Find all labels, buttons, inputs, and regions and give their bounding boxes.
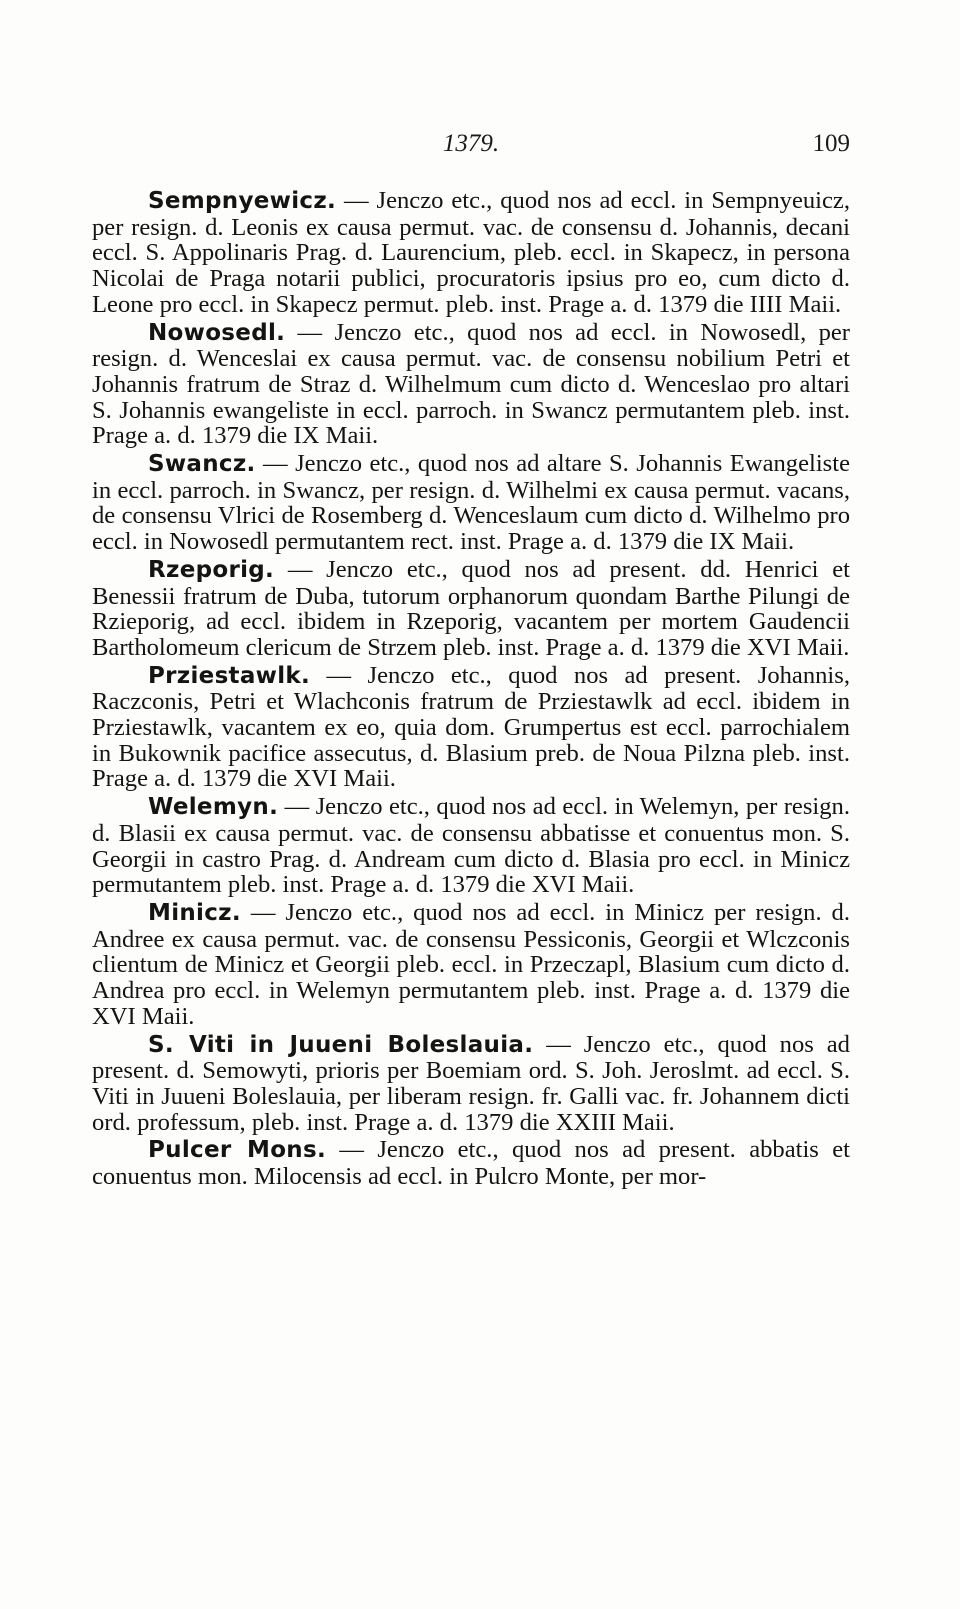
header-year: 1379. [442, 130, 500, 157]
entry-heading: Pulcer Mons. [148, 1137, 327, 1164]
entry-text: — Jenczo etc., quod nos ad present. d. Semowyti, prioris per Boemiam ord. S. Joh. Jeroslmt. ad eccl. S. Viti in Juueni Boleslauia, per liberam resign. fr. Galli vac. fr. Johannem dicti ord. professum, pleb. inst. Prage a. d. 1379 die XXIII Maii. [92, 1030, 850, 1136]
entry-heading: Nowosedl. [148, 319, 286, 346]
document-body [92, 188, 850, 1190]
entry [92, 557, 850, 661]
entry-heading: Welemyn. [148, 794, 279, 821]
entry-text: — Jenczo etc., quod nos ad altare S. Johannis Ewangeliste in eccl. parroch. in Swancz, per resign. d. Wilhelmi ex causa permut. vacans, de consensu Vlrici de Rosemberg d. Wenceslaum cum dicto d. Wilhelmo pro eccl. in Nowosedl permutantem rect. inst. Prage a. d. 1379 die IX Maii. [92, 450, 850, 556]
entry-text: — Jenczo etc., quod nos ad present. abbatis et conuentus mon. Milocensis ad eccl. in Pulcro Monte, per mor- [92, 1136, 850, 1191]
entry [92, 320, 850, 450]
entry-text: — Jenczo etc., quod nos ad eccl. in Minicz per resign. d. Andree ex causa permut. vac. de consensu Pessiconis, Georgii et Wlczconis clientum de Minicz et Georgii pleb. eccl. in Przeczapl, Blasium cum dicto d. Andrea pro eccl. in Welemyn permutantem pleb. inst. Prage a. d. 1379 die XVI Maii. [92, 898, 850, 1030]
entry-text: — Jenczo etc., quod nos ad eccl. in Sempnyeuicz, per resign. d. Leonis ex causa permut. vac. de consensu d. Johannis, decani eccl. S. Appolinaris Prag. d. Laurencium, pleb. eccl. in Skapecz, in persona Nicolai de Praga notarii publici, procuratoris ipsius pro eo, cum dicto d. Leone pro eccl. in Skapecz permut. pleb. inst. Prage a. d. 1379 die IIII Maii. [92, 187, 850, 318]
entry-heading: Rzeporig. [148, 556, 275, 583]
entry-text: — Jenczo etc., quod nos ad eccl. in Welemyn, per resign. d. Blasii ex causa permut. vac. de consensu abbatisse et conuentus mon. S. Georgii in castro Prag. d. Andream cum dicto d. Blasia pro eccl. in Minicz permutantem pleb. inst. Prage a. d. 1379 die XVI Maii. [92, 793, 850, 899]
entry-heading: Prziestawlk. [148, 662, 311, 689]
entry-heading: Swancz. [148, 451, 256, 478]
entry-text: — Jenczo etc., quod nos ad present. Johannis, Raczconis, Petri et Wlachconis fratrum de Prziestawlk ad eccl. ibidem in Prziestawlk, vacantem ex eo, quia dom. Grumpertus est eccl. parrochialem in Bukownik pacifice assecutus, d. Blasium preb. de Noua Pilzna pleb. inst. Prage a. d. 1379 die XVI Maii. [92, 661, 850, 793]
entry [92, 1137, 850, 1189]
entry-heading: Sempnyewicz. [148, 188, 337, 214]
entry [92, 451, 850, 555]
page-number: 109 [812, 130, 850, 157]
entry-heading: S. Viti in Juueni Boleslauia. [148, 1031, 534, 1058]
entry [92, 1032, 850, 1136]
entry-text: — Jenczo etc., quod nos ad present. dd. Henrici et Benessii fratrum de Duba, tutorum orphanorum quondam Barthe Pilungi de Rzieporig, ad eccl. ibidem in Rzeporig, vacantem per mortem Gaudencii Bartholomeum clericum de Strzem pleb. inst. Prage a. d. 1379 die XVI Maii. [92, 555, 850, 661]
entry-heading: Minicz. [148, 899, 241, 926]
running-header [92, 130, 850, 166]
entry-text: — Jenczo etc., quod nos ad eccl. in Nowosedl, per resign. d. Wenceslai ex causa permut. vac. de consensu nobilium Petri et Johannis fratrum de Straz d. Wilhelmum cum dicto d. Wenceslao pro altari S. Johannis ewangeliste in eccl. parroch. in Swancz permutantem pleb. inst. Prage a. d. 1379 die IX Maii. [92, 318, 850, 450]
entry [92, 663, 850, 793]
entry [92, 188, 850, 318]
entry [92, 794, 850, 898]
entry [92, 900, 850, 1030]
